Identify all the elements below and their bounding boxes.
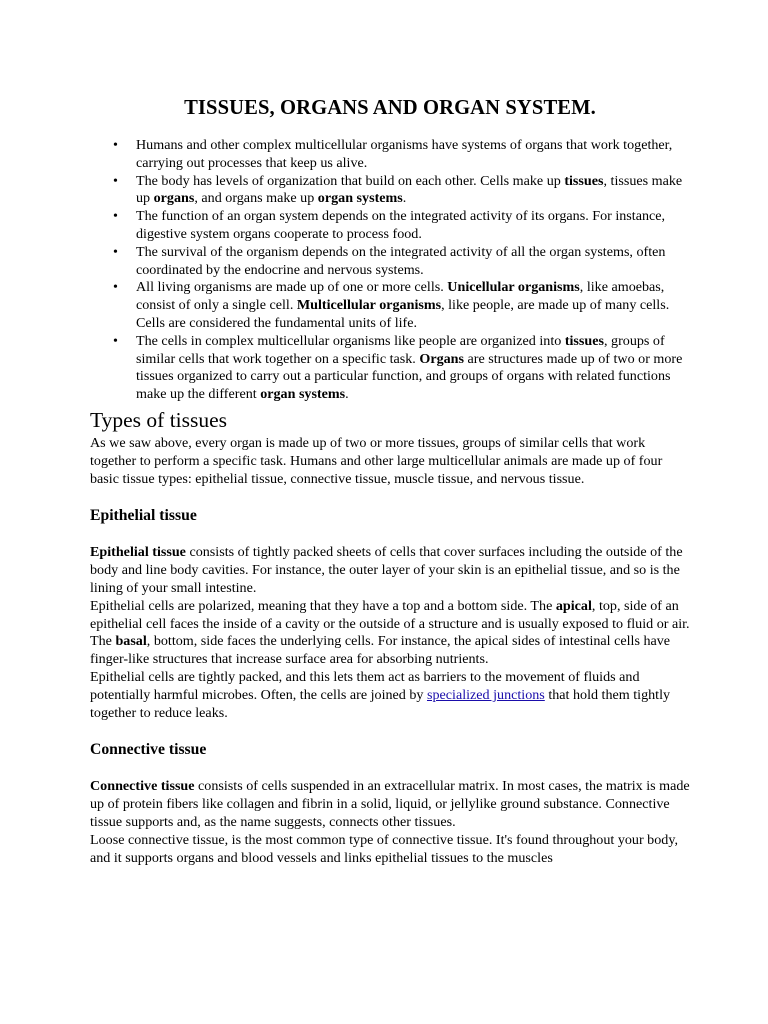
document-title: TISSUES, ORGANS AND ORGAN SYSTEM. (184, 97, 596, 119)
text-run: that hold them tightly together to reduce leaks. (90, 686, 671, 721)
inline-link[interactable]: specialized junctions (426, 686, 545, 703)
connective-section (90, 778, 690, 867)
bold-term: basal (115, 633, 147, 650)
epithelial-heading: Epithelial tissue (90, 507, 197, 525)
text-run: The body has levels of organization that build on each other. Cells make up (136, 172, 565, 189)
epithelial-paragraph (90, 669, 690, 722)
types-heading: Types of tissues (90, 407, 228, 432)
list-item (136, 208, 690, 244)
list-item (136, 244, 690, 280)
epithelial-paragraph (90, 544, 690, 597)
bold-term: organ systems (260, 386, 346, 403)
text-run: Humans and other complex multicellular organisms have systems of organs that work together, carrying out processes that keep us alive. (136, 137, 673, 171)
types-intro: As we saw above, every organ is made up of two or more tissues, groups of similar cells that work together to perform a specific task. Humans and other large multicellular animals are made up of four basic tissue types: epithelial tissue, connective tissue, muscle tissue, and nervous tissue. (90, 434, 663, 487)
bold-term: Epithelial tissue (90, 544, 186, 561)
list-item (136, 333, 690, 404)
text-run: Epithelial cells are polarized, meaning that they have a top and a bottom side. The (90, 597, 556, 614)
text-run: All living organisms are made up of one or more cells. (136, 279, 448, 296)
text-run: The survival of the organism depends on the integrated activity of all the organ systems, often coordinated by the endocrine and nervous systems. (136, 243, 666, 278)
text-run: , groups of similar cells that work together on a specific task. (136, 332, 665, 367)
bold-term: organs (153, 190, 195, 207)
epithelial-section (90, 544, 690, 722)
document-page (90, 96, 690, 867)
text-run: , tissues make up (136, 172, 683, 207)
list-item (136, 137, 690, 173)
epithelial-paragraph (90, 598, 690, 669)
text-run: The cells in complex multicellular organisms like people are organized into (136, 332, 565, 349)
summary-list (90, 137, 690, 404)
bold-term: Connective tissue (90, 778, 195, 795)
text-run: The function of an organ system depends on the integrated activity of its organs. For instance, digestive system organs cooperate to process food. (136, 208, 666, 242)
bold-term: Organs (419, 350, 464, 367)
connective-paragraph (90, 832, 690, 868)
text-run: , like people, are made up of many cells. Cells are considered the fundamental units of life. (136, 297, 670, 331)
text-run: Loose connective tissue, is the most common type of connective tissue. It's found throughout your body, and it supports organs and blood vessels and links epithelial tissues to the muscles (90, 831, 678, 866)
list-item (136, 279, 690, 332)
connective-paragraph (90, 778, 690, 831)
text-run: consists of cells suspended in an extracellular matrix. In most cases, the matrix is made up of protein fibers like collagen and fibrin in a solid, liquid, or jellylike ground substance. Connective tissue supports and, as the name suggests, connects other tissues. (90, 778, 690, 830)
list-item (136, 173, 690, 209)
text-run: , and organs make up (194, 190, 318, 207)
text-run: , top, side of an epithelial cell faces the inside of a cavity or the outside of a structure and is usually exposed to fluid or air. The (90, 597, 690, 650)
bold-term: tissues (564, 172, 604, 189)
text-run: consists of tightly packed sheets of cells that cover surfaces including the outside of the body and line body cavities. For instance, the outer layer of your skin is an epithelial tissue, and so is the lining of your small intestine. (90, 544, 683, 596)
text-run: , bottom, side faces the underlying cells. For instance, the apical sides of intestinal cells have finger-like structures that increase surface area for absorbing nutrients. (90, 633, 671, 668)
bold-term: apical (555, 597, 592, 614)
bold-term: Multicellular organisms (296, 297, 442, 314)
bold-term: organ systems (317, 190, 403, 207)
bold-term: tissues (564, 332, 604, 349)
text-run: Epithelial cells are tightly packed, and this lets them act as barriers to the movement of fluids and potentially harmful microbes. Often, the cells are joined by (90, 668, 640, 703)
connective-heading: Connective tissue (90, 741, 207, 759)
text-run: are structures made up of two or more tissues organized to carry out a particular function, and groups of organs with related functions make up the different (136, 350, 683, 403)
bold-term: Unicellular organisms (447, 279, 580, 296)
text-run: . (402, 190, 407, 207)
text-run: . (345, 386, 349, 403)
text-run: , like amoebas, consist of only a single cell. (136, 279, 665, 314)
